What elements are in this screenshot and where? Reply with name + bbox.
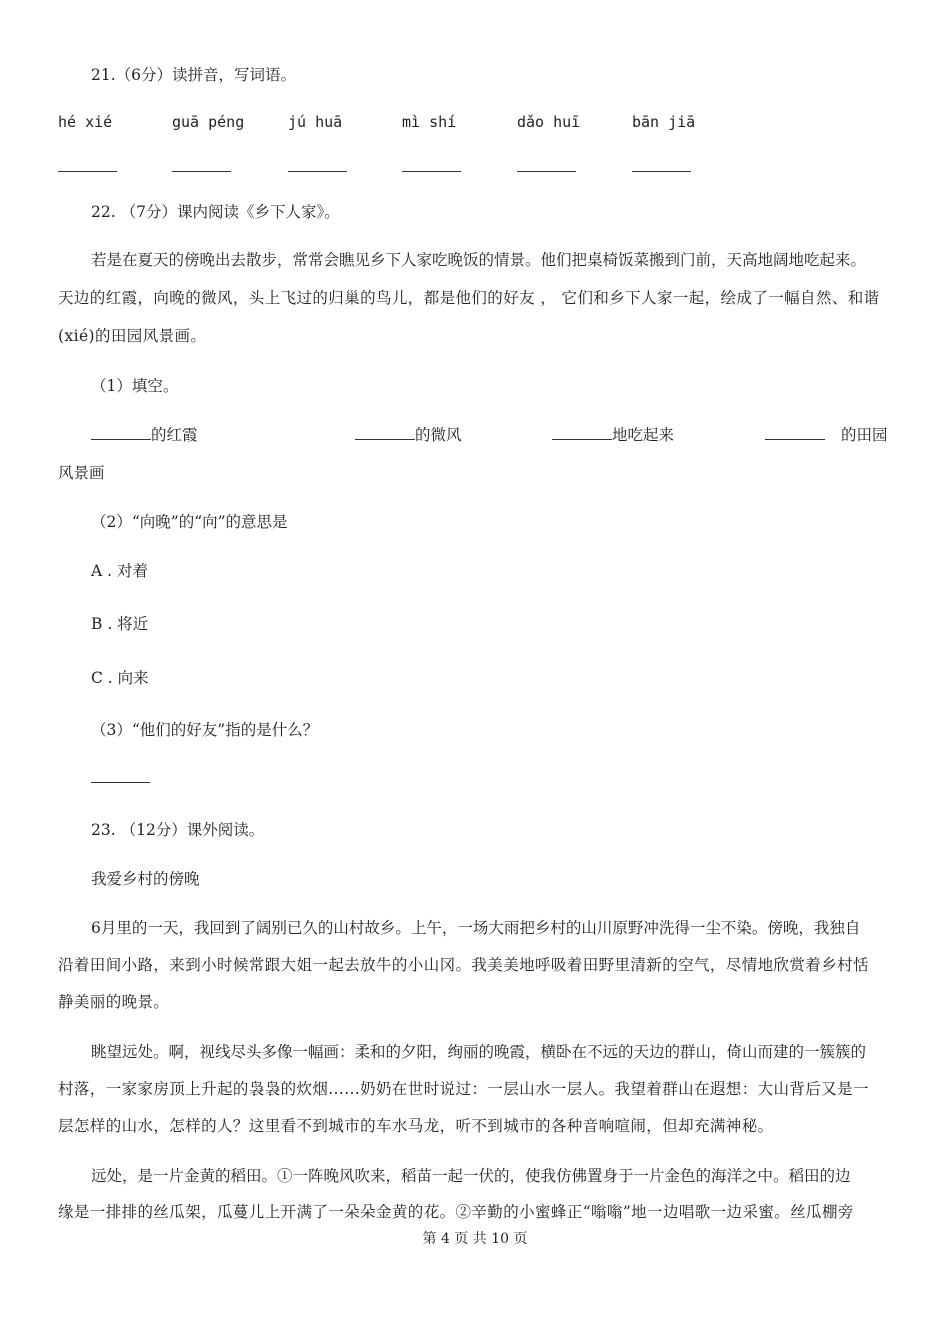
q23-heading: 23. （12分）课外阅读。 xyxy=(91,821,265,839)
q23-p2-line-2: 村落，一家家房顶上升起的袅袅的炊烟……奶奶在世时说过：一层山水一层人。我望着群山在遐想：大山背后又是一 xyxy=(58,1080,869,1098)
fill-blank-4[interactable] xyxy=(765,425,825,440)
fill-blank-2[interactable] xyxy=(355,425,415,440)
q22-sub3-answer-blank[interactable] xyxy=(91,774,150,783)
q22-passage-line-3: (xié)的田园风景画。 xyxy=(58,327,207,345)
option-b[interactable]: B . 将近 xyxy=(91,615,149,633)
fill-item-4 xyxy=(765,423,888,445)
fill-label-2: 的微风 xyxy=(415,426,462,444)
fill-continuation: 风景画 xyxy=(58,464,105,482)
pinyin-3: jú huā xyxy=(288,113,343,131)
fill-blank-3[interactable] xyxy=(552,425,612,440)
q23-p1-line-2: 沿着田间小路，来到小时候常跟大姐一起去放牛的小山冈。我美美地呼吸着田野里清新的空气，尽情地欣赏着乡村恬 xyxy=(58,956,869,974)
answer-blank-5[interactable] xyxy=(517,163,576,172)
answer-blank-6[interactable] xyxy=(632,163,691,172)
option-a[interactable]: A . 对着 xyxy=(91,562,148,580)
fill-item-3 xyxy=(552,423,674,445)
q22-sub2: （2）“向晚”的“向”的意思是 xyxy=(91,513,288,531)
q23-p1-line-1: 6月里的一天，我回到了阔别已久的山村故乡。上午，一场大雨把乡村的山川原野冲洗得一尘不染。傍晚，我独自 xyxy=(91,919,861,937)
pinyin-2: guā péng xyxy=(172,113,245,131)
fill-blank-1[interactable] xyxy=(91,425,151,440)
q21-heading: 21.（6分）读拼音，写词语。 xyxy=(91,66,297,84)
answer-blank-3[interactable] xyxy=(288,163,347,172)
answer-blank-2[interactable] xyxy=(172,163,231,172)
page-footer: 第 4 页 共 10 页 xyxy=(422,1231,528,1247)
fill-item-2 xyxy=(355,423,462,445)
q23-p3-line-2: 缘是一排排的丝瓜架，瓜蔓儿上开满了一朵朵金黄的花。②辛勤的小蜜蜂正“嗡嗡”地一边唱歌一边采蜜。丝瓜棚旁 xyxy=(58,1203,854,1221)
q22-sub3: （3）“他们的好友”指的是什么？ xyxy=(91,721,319,739)
fill-label-3: 地吃起来 xyxy=(612,426,675,444)
option-c[interactable]: C . 向来 xyxy=(91,669,149,687)
fill-label-4: 的田园 xyxy=(841,426,888,444)
q23-p3-line-1: 远处，是一片金黄的稻田。①一阵晚风吹来，稻苗一起一伏的，使我仿佛置身于一片金色的海洋之中。稻田的边 xyxy=(91,1167,851,1185)
q23-p2-line-1: 眺望远处。啊，视线尽头多像一幅画：柔和的夕阳，绚丽的晚霞，横卧在不远的天边的群山，倚山而建的一簇簇的 xyxy=(91,1043,867,1061)
q23-p1-line-3: 静美丽的晚景。 xyxy=(58,993,170,1011)
pinyin-5: dǎo huī xyxy=(517,113,581,131)
pinyin-1: hé xié xyxy=(58,113,113,131)
q22-heading: 22. （7分）课内阅读《乡下人家》。 xyxy=(91,203,340,221)
fill-item-1 xyxy=(91,423,198,445)
fill-label-1: 的红霞 xyxy=(151,426,198,444)
q23-article-title: 我爱乡村的傍晚 xyxy=(91,870,200,888)
pinyin-4: mì shí xyxy=(402,113,457,131)
q22-passage-line-2: 天边的红霞，向晚的微风，头上飞过的归巢的鸟儿，都是他们的好友 ， 它们和乡下人家一起，绘成了一幅自然、和谐 xyxy=(58,289,880,307)
answer-blank-4[interactable] xyxy=(402,163,461,172)
q23-p2-line-3: 层怎样的山水，怎样的人？这里看不到城市的车水马龙，听不到城市的各种音响喧闹，但却充满神秘。 xyxy=(58,1117,774,1135)
q22-sub1: （1）填空。 xyxy=(91,377,179,395)
q22-passage-line-1: 若是在夏天的傍晚出去散步，常常会瞧见乡下人家吃晚饭的情景。他们把桌椅饭菜搬到门前，天高地阔地吃起来。 xyxy=(91,251,867,269)
answer-blank-1[interactable] xyxy=(58,163,117,172)
pinyin-6: bān jiā xyxy=(632,113,696,131)
